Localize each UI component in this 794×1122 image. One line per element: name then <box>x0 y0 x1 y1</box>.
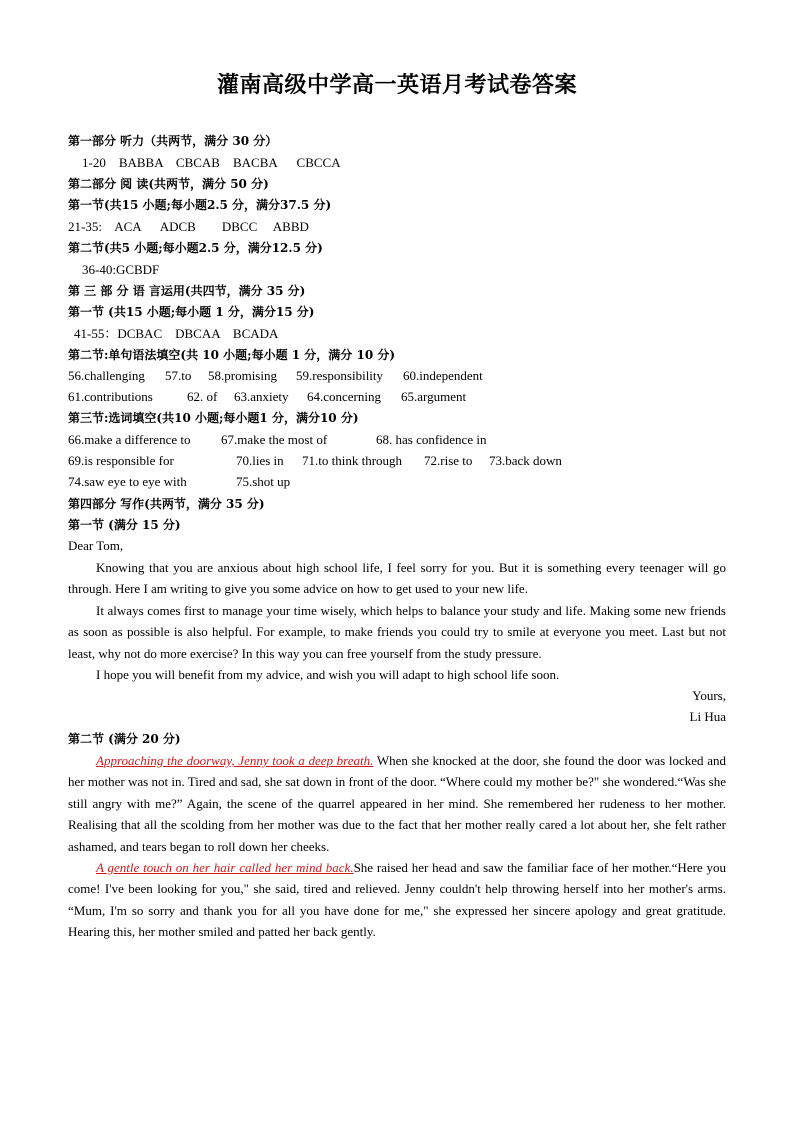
story-text: When she knocked at the door, she found the door was locked and her mother was not in. Tired and sad, she sat down in front of the door. “Where could my mother be?" she wondered.“Was she still angry with me?” Again, the scene of the quarrel appeared in her mind. She remembered her rudeness to her mother. Realising that all the scolding from her mother was due to the fact that her mother really cared a lot about her, she felt rather ashamed, and tears began to roll down her cheeks. <box>68 753 726 854</box>
list-item: 61.contributions <box>68 389 153 404</box>
list-item: 57.to <box>165 368 192 383</box>
page-title: 灌南高级中学高一英语月考试卷答案 <box>216 72 577 98</box>
list-item: 68. has confidence in <box>376 432 487 447</box>
list-item: 73.back down <box>489 453 562 468</box>
list-item: 56.challenging <box>68 368 145 383</box>
part4-section1-heading: 第一节 (满分 15 分) <box>68 518 181 532</box>
list-item: 72.rise to <box>424 453 473 468</box>
story-paragraph <box>68 750 726 857</box>
part3-section2-heading: 第二节:单句语法填空(共 10 小题;每小题 1 分，满分 10 分) <box>68 348 396 362</box>
part2-section1-heading: 第一节(共15 小题;每小题2.5 分，满分37.5 分) <box>68 198 332 212</box>
list-item: 75.shot up <box>236 474 291 489</box>
story-given-sentence: Approaching the doorway, Jenny took a deep breath. <box>96 753 374 768</box>
list-item: 62. of <box>187 389 218 404</box>
list-item: 71.to think through <box>302 453 403 468</box>
part1-heading: 第一部分 听力（共两节，满分 30 分） <box>68 134 278 148</box>
list-item: 65.argument <box>401 389 467 404</box>
part4-heading: 第四部分 写作(共两节，满分 35 分) <box>68 497 265 511</box>
list-item: 63.anxiety <box>234 389 289 404</box>
part2-section2-answers: 36-40:GCBDF <box>82 262 160 277</box>
list-item: 66.make a difference to <box>68 432 191 447</box>
story-given-sentence: A gentle touch on her hair called her mind back. <box>96 860 354 875</box>
list-item: 60.independent <box>403 368 483 383</box>
list-item: 69.is responsible for <box>68 453 174 468</box>
story-paragraph <box>68 857 726 943</box>
letter-paragraph: It always comes first to manage your time wisely, which helps to balance your study and life. Making some new friends as soon as possible is also helpful. For example, to make friends you could try to smile at everyone you meet. Last but not least, why not do more exercise? In this way you can free yourself from the study pressure. <box>68 603 726 661</box>
part2-heading: 第二部分 阅 读(共两节，满分 50 分) <box>68 177 269 191</box>
list-item: 59.responsibility <box>296 368 384 383</box>
list-item: 67.make the most of <box>221 432 328 447</box>
part4-section2-heading: 第二节 (满分 20 分) <box>68 732 181 746</box>
part3-section1-heading: 第一节 (共15 小题;每小题 1 分，满分15 分) <box>68 305 315 319</box>
part3-section1-answers: 41-55：DCBAC DBCAA BCADA <box>74 326 279 341</box>
letter-closing: Yours, <box>692 688 726 703</box>
part3-heading: 第 三 部 分 语 言运用(共四节，满分 35 分) <box>68 284 306 298</box>
part3-section3-heading: 第三节:选词填空(共10 小题;每小题1 分，满分10 分) <box>68 411 359 425</box>
list-item: 58.promising <box>208 368 277 383</box>
letter-paragraph: I hope you will benefit from my advice, and wish you will adapt to high school life soon. <box>96 667 560 682</box>
list-item: 70.lies in <box>236 453 284 468</box>
story-text: She raised her head and saw the familiar face of her mother.“Here you come! I've been looking for you," she said, tired and relieved. Jenny couldn't help throwing herself into her mother's arms. “Mum, I'm so sorry and thank you for all you have done for me," she expressed her sincere apology and great gratitude. Hearing this, her mother smiled and patted her back gently. <box>68 860 726 940</box>
list-item: 64.concerning <box>307 389 382 404</box>
part2-section1-answers: 21-35: ACA ADCB DBCC ABBD <box>68 219 309 234</box>
letter-paragraph: Knowing that you are anxious about high school life, I feel sorry for you. But it is something every teenager will go through. Here I am writing to give you some advice on how to get used to your new life. <box>68 560 726 597</box>
letter-greeting: Dear Tom, <box>68 538 124 553</box>
part1-answers: 1-20 BABBA CBCAB BACBA CBCCA <box>82 155 341 170</box>
part2-section2-heading: 第二节(共5 小题;每小题2.5 分，满分12.5 分) <box>68 241 323 255</box>
letter-signature: Li Hua <box>689 709 726 724</box>
list-item: 74.saw eye to eye with <box>68 474 187 489</box>
